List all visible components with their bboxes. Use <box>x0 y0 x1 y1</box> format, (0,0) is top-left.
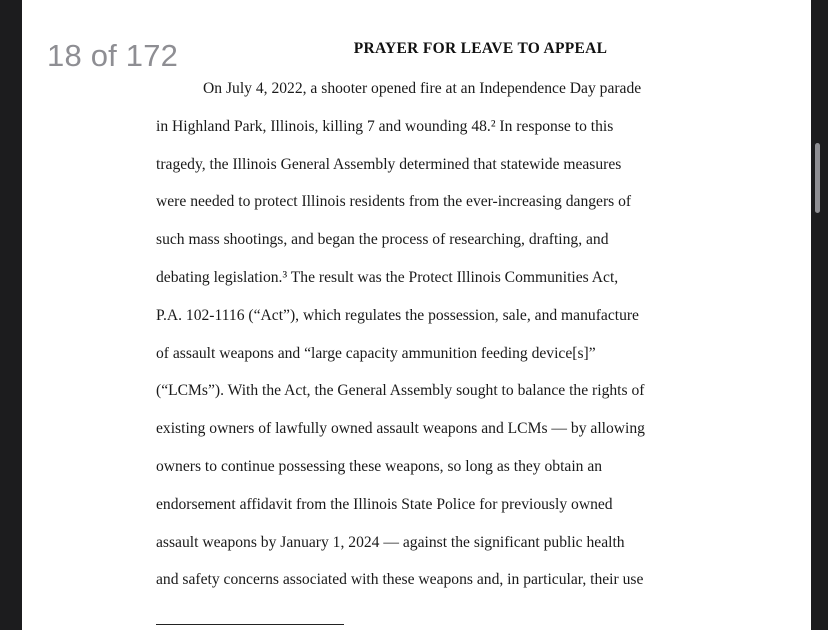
body-text <box>156 78 645 607</box>
text-line: assault weapons by January 1, 2024 — against the significant public health <box>156 533 625 551</box>
footnote-separator <box>156 624 344 625</box>
text-line: (“LCMs”). With the Act, the General Assembly sought to balance the rights of <box>156 382 645 400</box>
document-page <box>22 0 811 630</box>
text-line: owners to continue possessing these weapons, so long as they obtain an <box>156 457 603 475</box>
page-counter: 18 of 172 <box>47 38 179 73</box>
text-line: of assault weapons and “large capacity ammunition feeding device[s]” <box>156 344 596 362</box>
text-line: endorsement affidavit from the Illinois State Police for previously owned <box>156 495 613 513</box>
text-line: P.A. 102-1116 (“Act”), which regulates the possession, sale, and manufacture <box>156 306 639 324</box>
text-line: and safety concerns associated with these weapons and, in particular, their use <box>156 571 644 589</box>
text-line: in Highland Park, Illinois, killing 7 and wounding 48.² In response to this <box>156 117 614 135</box>
section-heading <box>22 40 811 58</box>
vertical-scrollbar[interactable] <box>815 143 820 213</box>
text-line: tragedy, the Illinois General Assembly determined that statewide measures <box>156 155 622 173</box>
text-line: were needed to protect Illinois residents from the ever-increasing dangers of <box>156 193 632 211</box>
text-line: debating legislation.³ The result was the Protect Illinois Communities Act, <box>156 268 619 286</box>
text-line: On July 4, 2022, a shooter opened fire at an Independence Day parade <box>203 80 642 97</box>
section-heading-text: PRAYER FOR LEAVE TO APPEAL <box>353 40 608 57</box>
text-line: such mass shootings, and began the process of researching, drafting, and <box>156 231 609 249</box>
text-line: existing owners of lawfully owned assault weapons and LCMs — by allowing <box>156 420 645 438</box>
